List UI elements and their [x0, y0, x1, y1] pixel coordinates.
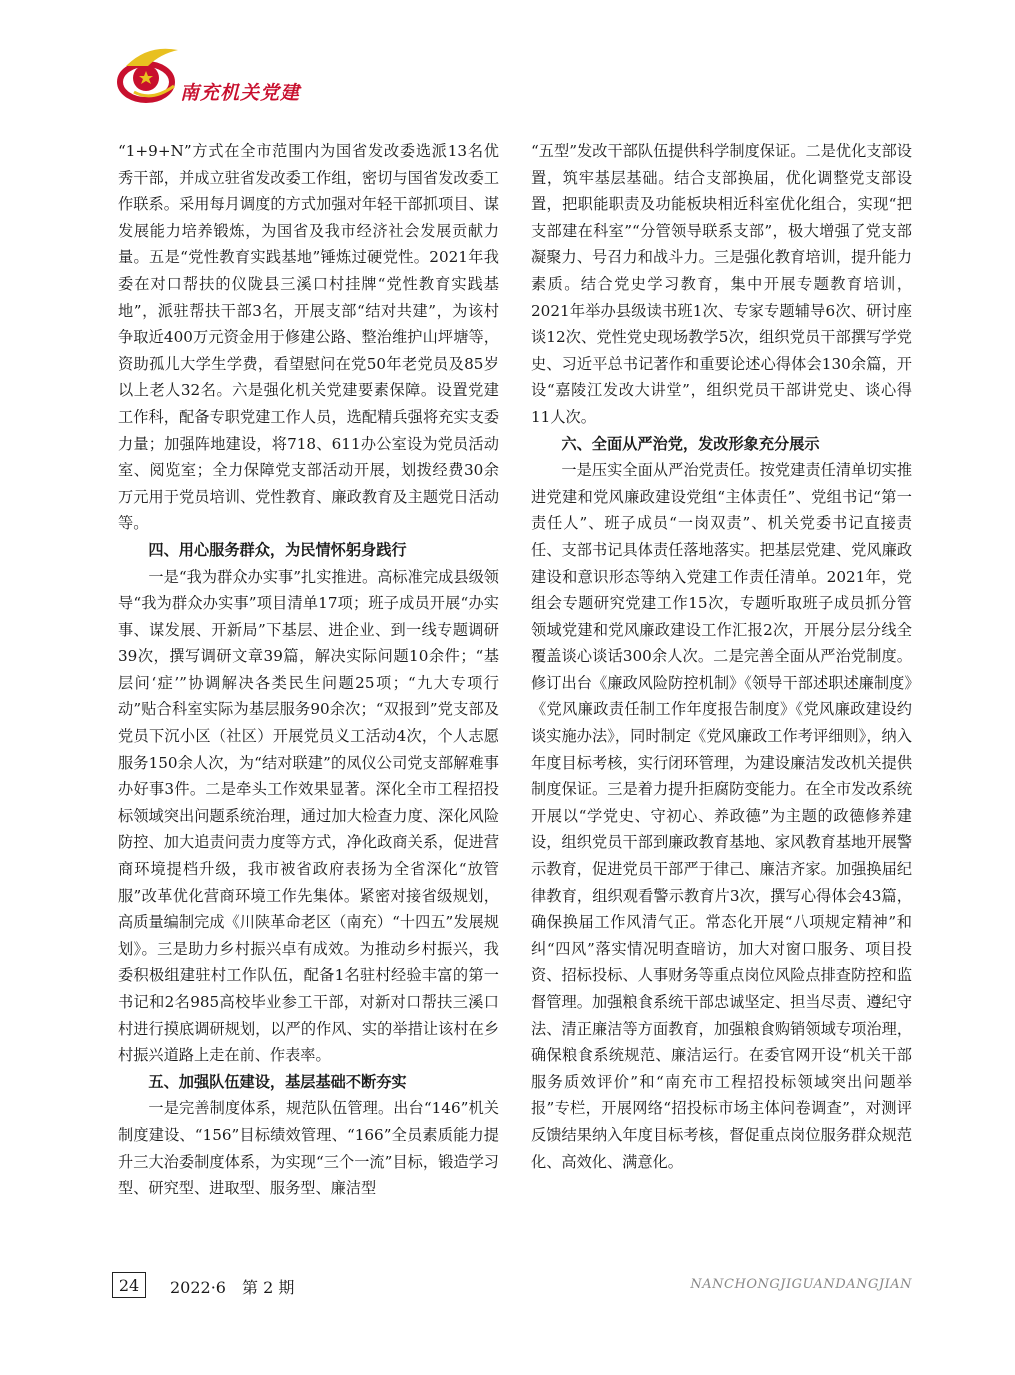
- issue-label: 2022·6 第 2 期: [170, 1278, 295, 1297]
- page-number: 24: [112, 1272, 146, 1298]
- page-footer: [112, 1268, 912, 1302]
- section-heading: 四、用心服务群众，为民情怀躬身践行: [148, 540, 407, 559]
- paragraph: “五型”发改干部队伍提供科学制度保证。二是优化支部设置，筑牢基层基础。结合支部换届，优化调整党支部设置，把职能职责及功能板块相近科室优化组合，实现“把支部建在科室”“分管领导联系支部”，极大增强了党支部凝聚力、号召力和战斗力。三是强化教育培训，提升能力素质。结合党史学习教育，集中开展专题教育培训，2021年举办县级读书班1次、专家专题辅导6次、研讨座谈12次、党性党史现场教学5次，组织党员干部撰写学党史、习近平总书记著作和重要论述心得体会130余篇，开设“嘉陵江发改大讲堂”，组织党员干部讲党史、谈心得11人次。: [531, 142, 912, 426]
- section-heading: 六、全面从严治党，发改形象充分展示: [561, 434, 820, 453]
- page-header: [108, 36, 428, 116]
- paragraph: 一是压实全面从严治党责任。按党建责任清单切实推进党建和党风廉政建设党组“主体责任”、党组书记“第一责任人”、班子成员“一岗双责”、机关党委书记直接责任、支部书记具体责任落地落实。把基层党建、党风廉政建设和意识形态等纳入党建工作责任清单。2021年，党组会专题研究党建工作15次，专题听取班子成员抓分管领域党建和党风廉政建设工作汇报2次，开展分层分线全覆盖谈心谈话300余人次。二是完善全面从严治党制度。修订出台《廉政风险防控机制》《领导干部述职述廉制度》《党风廉政责任制工作年度报告制度》《党风廉政建设约谈实施办法》，同时制定《党风廉政工作考评细则》，纳入年度目标考核，实行闭环管理，为建设廉洁发改机关提供制度保证。三是着力提升拒腐防变能力。在全市发改系统开展以“学党史、守初心、养政德”为主题的政德修养建设，组织党员干部到廉政教育基地、家风教育基地开展警示教育，促进党员干部严于律己、廉洁齐家。加强换届纪律教育，组织观看警示教育片3次，撰写心得体会43篇，确保换届工作风清气正。常态化开展“八项规定精神”和纠“四风”落实情况明查暗访，加大对窗口服务、项目投资、招标投标、人事财务等重点岗位风险点排查防控和监督管理。加强粮食系统干部忠诚坚定、担当尽责、遵纪守法、清正廉洁等方面教育，加强粮食购销领域专项治理，确保粮食系统规范、廉洁运行。在委官网开设“机关干部服务质效评价”和“南充市工程招投标领域突出问题举报”专栏，开展网络“招投标市场主体问卷调查”，对测评反馈结果纳入年度目标考核，督促重点岗位服务群众规范化、高效化、满意化。: [531, 461, 912, 1171]
- left-column: [118, 138, 499, 1263]
- masthead-text: NANCHONGJIGUANDANGJIAN: [690, 1277, 912, 1292]
- paragraph: “1+9+N”方式在全市范围内为国省发改委选派13名优秀干部，并成立驻省发改委工作组，密切与国省发改委工作联系。采用每月调度的方式加强对年轻干部抓项目、谋发展能力培养锻炼，为国省及我市经济社会发展贡献力量。五是“党性教育实践基地”锤炼过硬党性。2021年我委在对口帮扶的仪陇县三溪口村挂牌“党性教育实践基地”，派驻帮扶干部3名，开展支部“结对共建”，为该村争取近400万元资金用于修建公路、整治维护山坪塘等，资助孤儿大学生学费，看望慰问在党50年老党员及85岁以上老人32名。六是强化机关党建要素保障。设置党建工作科，配备专职党建工作人员，选配精兵强将充实支委力量；加强阵地建设，将718、611办公室设为党员活动室、阅览室；全力保障党支部活动开展，划拨经费30余万元用于党员培训、党性教育、廉政教育及主题党日活动等。: [118, 142, 499, 533]
- section-heading: 五、加强队伍建设，基层基础不断夯实: [148, 1072, 407, 1091]
- paragraph: 一是“我为群众办实事”扎实推进。高标准完成县级领导“我为群众办实事”项目清单17项；班子成员开展“办实事、谋发展、开新局”下基层、进企业、到一线专题调研39次，撰写调研文章39篇，解决实际问题10余件；“基层问‘症’”协调解决各类民生问题25项；“九大专项行动”贴合科室实际为基层服务90余次；“双报到”党支部及党员下沉小区（社区）开展党员义工活动4次，个人志愿服务150余人次，为“结对联建”的凤仪公司党支部解难事办好事3件。二是牵头工作效果显著。深化全市工程招投标领域突出问题系统治理，通过加大检查力度、深化风险防控、加大追责问责力度等方式，净化政商关系，促进营商环境提档升级，我市被省政府表扬为全省深化“放管服”改革优化营商环境工作先集体。紧密对接省级规划，高质量编制完成《川陕革命老区（南充）“十四五”发展规划》。三是助力乡村振兴卓有成效。为推动乡村振兴，我委积极组建驻村工作队伍，配备1名驻村经验丰富的第一书记和2名985高校毕业参工干部，对新对口帮扶三溪口村进行摸底调研规划，以严的作风、实的举措让该村在乡村振兴道路上走在前、作表率。: [118, 567, 499, 1065]
- logo-icon: [108, 36, 188, 116]
- right-column: [531, 138, 912, 1263]
- publication-title: 南充机关党建: [180, 82, 301, 104]
- paragraph: 一是完善制度体系，规范队伍管理。出台“146”机关制度建设、“156”目标绩效管理、“166”全员素质能力提升三大治委制度体系，为实现“三个一流”目标，锻造学习型、研究型、进取型、服务型、廉洁型: [118, 1099, 499, 1198]
